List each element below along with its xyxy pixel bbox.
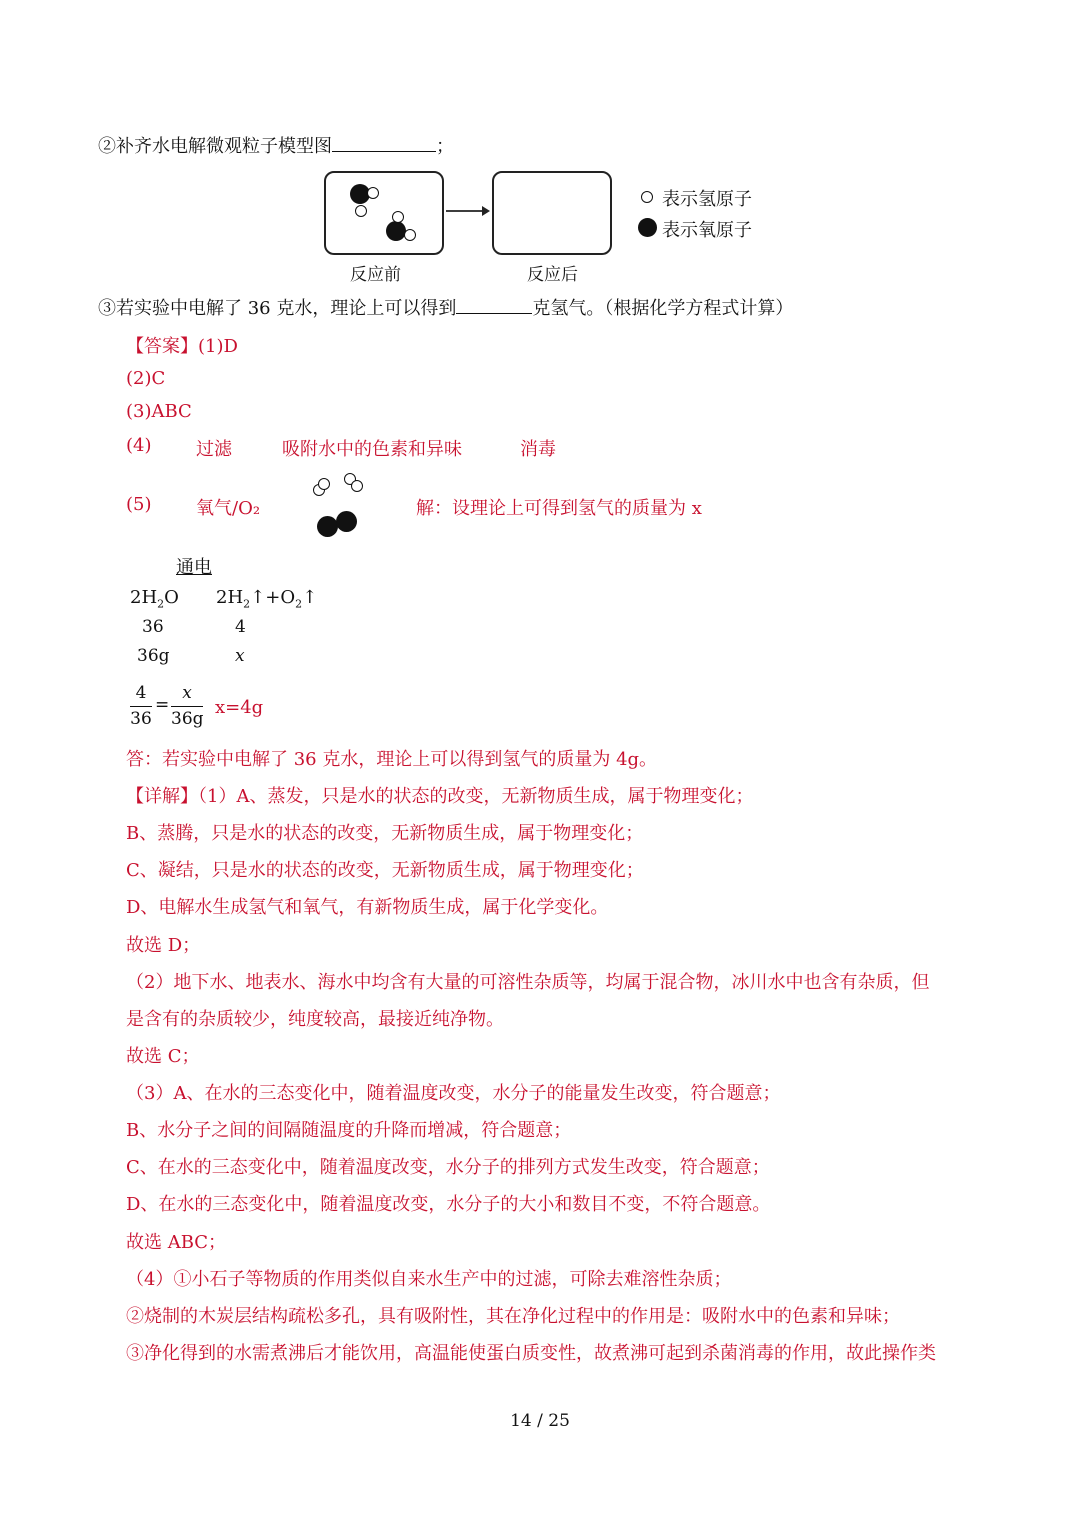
fraction-right-denominator: 36g xyxy=(171,709,204,729)
explanation-line: D、电解水生成氢气和氧气，有新物质生成，属于化学变化。 xyxy=(126,897,609,918)
explanation-line: 故选 C； xyxy=(126,1046,200,1067)
fraction-left-numerator: 4 xyxy=(135,683,147,703)
after-box xyxy=(492,171,612,255)
legend-oxygen-icon xyxy=(638,218,657,237)
fraction-right-numerator: x xyxy=(182,683,192,703)
answer-blank xyxy=(456,295,532,314)
explanation-line: B、水分子之间的间隔随温度的升降而增减，符合题意； xyxy=(126,1120,572,1141)
answer-4-part2: 吸附水中的色素和异味 xyxy=(282,439,462,460)
after-label: 反应后 xyxy=(527,265,578,285)
question-3-text-b: 克氢气。（根据化学方程式计算） xyxy=(532,298,794,319)
explanation-line: C、凝结，只是水的状态的改变，无新物质生成，属于物理变化； xyxy=(126,860,644,881)
explanation-line: B、蒸腾，只是水的状态的改变，无新物质生成，属于物理变化； xyxy=(126,823,644,844)
reaction-condition: 通电 xyxy=(176,557,212,578)
oxygen-atom xyxy=(386,221,406,241)
explanation-line: 答：若实验中电解了 36 克水，理论上可以得到氢气的质量为 4g。 xyxy=(126,749,658,770)
answer-1: (1)D xyxy=(198,336,238,357)
answer-5-num: (5) xyxy=(126,494,152,515)
explanation-line: 故选 ABC； xyxy=(126,1232,227,1253)
legend-hydrogen-label: 表示氢原子 xyxy=(662,189,752,210)
answer-2: (2)C xyxy=(126,368,166,389)
answer-5-part1: 氧气/O₂ xyxy=(196,498,261,519)
answer-5-solution: 解：设理论上可得到氢气的质量为 x xyxy=(416,498,702,519)
explanation-line: 【详解】（1）A、蒸发，只是水的状态的改变，无新物质生成，属于物理变化； xyxy=(126,786,754,807)
hydrogen-atom xyxy=(392,211,404,223)
hydrogen-atom xyxy=(351,480,363,492)
reaction-arrow-icon xyxy=(444,203,492,219)
product-formula: $2H_2↑+O_2↑$ xyxy=(216,587,318,611)
hydrogen-atom xyxy=(355,205,367,217)
answer-4-num: (4) xyxy=(126,435,152,456)
answer-3: (3)ABC xyxy=(126,401,192,422)
fraction-bar xyxy=(171,706,203,707)
explanation-line: （3）A、在水的三态变化中，随着温度改变，水分子的能量发生改变，符合题意； xyxy=(126,1083,781,1104)
before-label: 反应前 xyxy=(350,265,401,285)
explanation-line: （4）①小石子等物质的作用类似自来水生产中的过滤，可除去难溶性杂质； xyxy=(126,1269,732,1290)
question-2-text: ②补齐水电解微观粒子模型图 xyxy=(98,136,332,157)
question-3-text-a: ③若实验中电解了 36 克水，理论上可以得到 xyxy=(98,298,457,319)
question-3-line xyxy=(98,294,793,320)
explanation-line: ②烧制的木炭层结构疏松多孔，具有吸附性，其在净化过程中的作用是：吸附水中的色素和异味； xyxy=(126,1306,900,1327)
fraction-bar xyxy=(130,706,152,707)
explanation-line: ③净化得到的水需煮沸后才能饮用，高温能使蛋白质变性，故煮沸可起到杀菌消毒的作用，故此操作类 xyxy=(126,1343,936,1364)
before-box xyxy=(324,171,444,255)
answer-line-1 xyxy=(126,332,238,358)
explanation-line: C、在水的三态变化中，随着温度改变，水分子的排列方式发生改变，符合题意； xyxy=(126,1157,770,1178)
explanation-line: 故选 D； xyxy=(126,935,201,956)
fraction-left-denominator: 36 xyxy=(130,709,152,729)
answer-4-part1: 过滤 xyxy=(196,439,232,460)
explanation-line: 是含有的杂质较少，纯度较高，最接近纯净物。 xyxy=(126,1009,504,1030)
question-2-tail: ； xyxy=(436,136,454,157)
reactant-formula: $2H_2O$ xyxy=(130,587,179,611)
answer-blank xyxy=(332,133,436,152)
ratio-right: 4 xyxy=(235,617,246,637)
mass-left: 36g xyxy=(137,646,170,666)
legend-hydrogen-icon xyxy=(641,191,653,203)
explanation-line: （2）地下水、地表水、海水中均含有大量的可溶性杂质等，均属于混合物，冰川水中也含有杂质，但 xyxy=(126,972,930,993)
oxygen-atom xyxy=(336,511,357,532)
explanation-line: D、在水的三态变化中，随着温度改变，水分子的大小和数目不变，不符合题意。 xyxy=(126,1194,771,1215)
oxygen-atom xyxy=(317,516,338,537)
legend-oxygen-label: 表示氧原子 xyxy=(662,220,752,241)
answer-tag: 【答案】 xyxy=(126,336,198,357)
page-number: 14 / 25 xyxy=(510,1411,570,1431)
ratio-left: 36 xyxy=(142,617,164,637)
answer-4-part3: 消毒 xyxy=(520,439,556,460)
mass-right: x xyxy=(235,646,245,666)
equation-result: x=4g xyxy=(215,697,264,718)
hydrogen-atom xyxy=(404,229,416,241)
hydrogen-atom xyxy=(367,187,379,199)
hydrogen-atom xyxy=(318,478,330,490)
question-2-line xyxy=(98,132,454,158)
fraction-equals: = xyxy=(155,695,170,715)
